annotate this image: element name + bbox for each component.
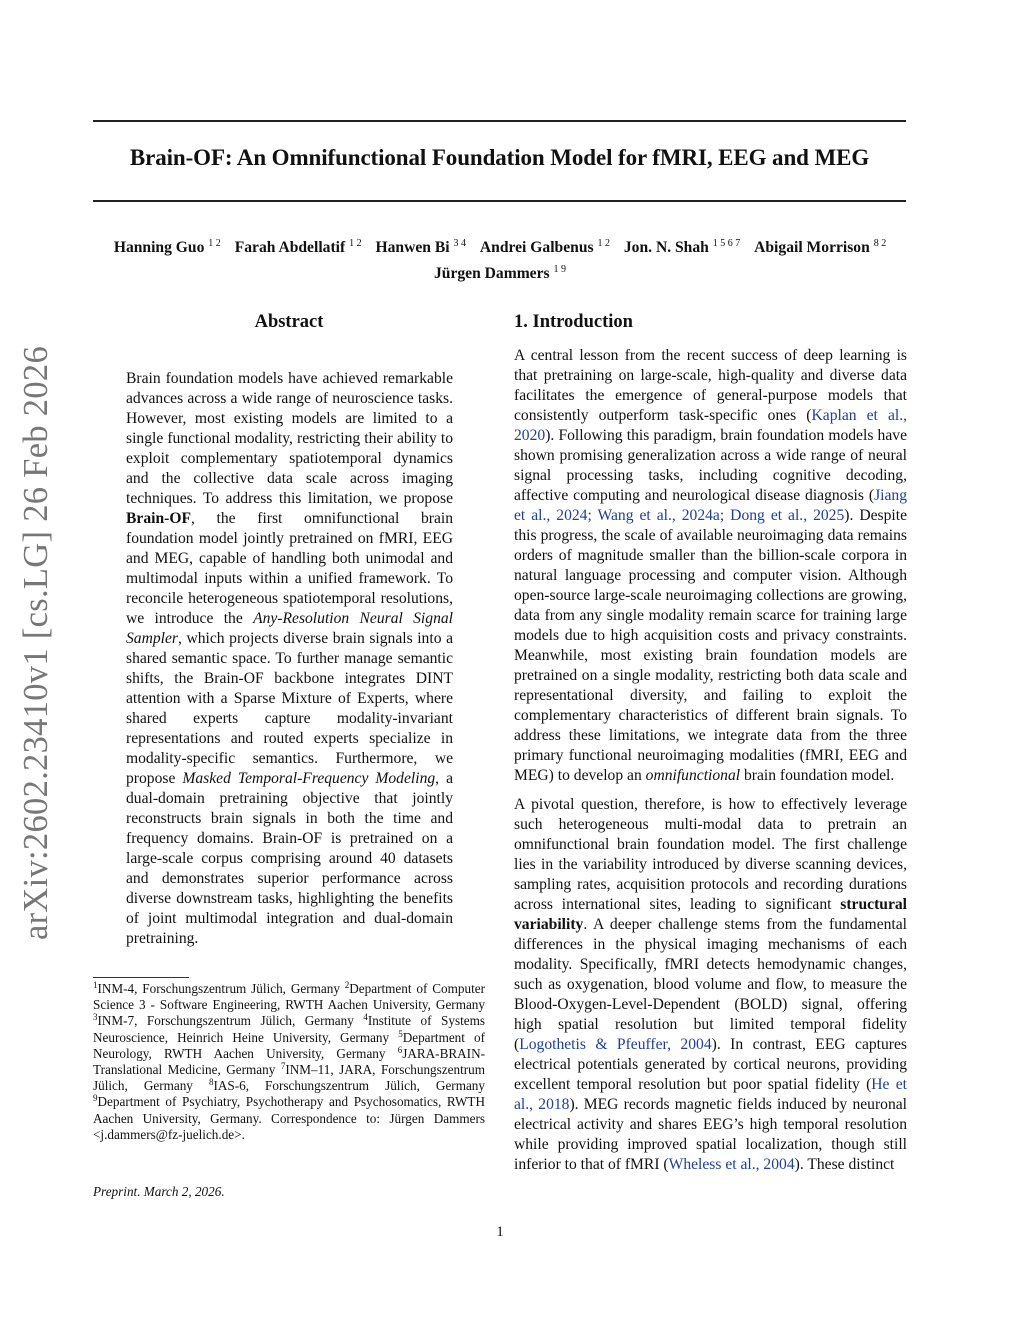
abstract-text: , the first omnifunctional brain foundation model jointly pretrained on fMRI, EEG and MEG, capable of handling both unimodal and multimodal inputs within a unified framework. To reconcile heterogeneous spatiotemporal resolutions, we introduce the bbox=[126, 510, 453, 627]
author bbox=[480, 239, 610, 256]
paragraph bbox=[514, 795, 907, 1175]
introduction-heading: 1. Introduction bbox=[514, 312, 633, 332]
footnote-mark: 3 bbox=[93, 1012, 98, 1023]
author bbox=[375, 239, 466, 256]
paragraph-text: A pivotal question, therefore, is how to effectively leverage such heterogeneous multi-modal data to pretrain an omnifunctional brain foundation model. The first challenge lies in the variability introduced by diverse scanning devices, sampling rates, acquisition protocols and recording durations across international sites, leading to significant bbox=[514, 796, 907, 913]
author-name: Jürgen Dammers bbox=[433, 265, 550, 282]
footnote-mark: 1 bbox=[93, 980, 98, 990]
preprint-note: Preprint. March 2, 2026. bbox=[93, 1184, 225, 1199]
citation-link[interactable]: Wheless et al., 2004 bbox=[668, 1156, 795, 1173]
author-affiliation: 1 2 bbox=[208, 238, 221, 249]
sampler-name-italic: Any-Resolution Neural Signal Sampler bbox=[126, 610, 453, 647]
author bbox=[754, 239, 886, 256]
footnote-mark: 8 bbox=[208, 1077, 214, 1088]
title-rule-top bbox=[93, 120, 906, 122]
footnote-text: INM-4, Forschungszentrum Jülich, Germany bbox=[97, 981, 345, 996]
author-name: Abigail Morrison bbox=[754, 239, 870, 256]
footnote-text: Department of Psychiatry, Psychotherapy and Psychosomatics, RWTH Aachen University, Germany. Correspondence to: Jürgen Dammers <j.dammers@fz-juelich.de>. bbox=[93, 1094, 485, 1142]
paragraph-text: A central lesson from the recent success of deep learning is that pretraining on large-scale, high-quality and diverse data facilitates the emergence of general-purpose models that consistently outperform task-specific ones ( bbox=[514, 347, 907, 424]
author bbox=[235, 239, 362, 256]
abstract-body bbox=[126, 369, 453, 949]
author bbox=[624, 239, 740, 256]
paragraph bbox=[514, 346, 907, 786]
footnote-mark: 6 bbox=[397, 1044, 403, 1055]
footnote-mark: 7 bbox=[280, 1061, 286, 1072]
paragraph-text: ). In contrast, EEG captures electrical potentials generated by cortical neurons, providing excellent temporal resolution but poor spatial fidelity ( bbox=[514, 1036, 907, 1093]
arxiv-identifier-stamp: arXiv:2602.23410v1 [cs.LG] 26 Feb 2026 bbox=[17, 346, 55, 940]
citation-link[interactable]: He et al., 2018 bbox=[514, 1076, 907, 1113]
citation-link[interactable]: Kaplan et al., 2020 bbox=[514, 407, 907, 444]
footnote-text: Department of Neurology, RWTH Aachen University, Germany bbox=[93, 1029, 485, 1061]
footnote-text: IAS-6, Forschungszentrum Jülich, Germany bbox=[213, 1078, 485, 1094]
emphasis-bold: structural variability bbox=[514, 896, 907, 933]
author-affiliation: 8 2 bbox=[873, 238, 887, 249]
author bbox=[434, 265, 566, 282]
page-number: 1 bbox=[496, 1224, 504, 1240]
author-name: Farah Abdellatif bbox=[234, 239, 346, 256]
citation-link[interactable]: Logothetis & Pfeuffer, 2004 bbox=[519, 1036, 712, 1053]
footnote-mark: 2 bbox=[344, 980, 350, 990]
model-name-bold: Brain-OF bbox=[126, 510, 191, 527]
author-list bbox=[80, 233, 920, 285]
author-affiliation: 1 2 bbox=[597, 238, 610, 249]
paragraph-text: brain foundation model. bbox=[740, 767, 895, 784]
affiliation-footnotes bbox=[93, 981, 485, 1143]
footnote-mark: 9 bbox=[93, 1093, 98, 1104]
citation-link[interactable]: Jiang et al., 2024; Wang et al., 2024a; Dong et al., 2025 bbox=[514, 487, 907, 524]
paragraph-text: ). MEG records magnetic fields induced by neuronal electrical activity and shares EEG’s high temporal resolution while providing improved spatial localization, though still inferior to that of fMRI ( bbox=[514, 1096, 907, 1173]
mtfm-name-italic: Masked Temporal-Frequency Modeling bbox=[182, 770, 436, 787]
footnote-mark: 5 bbox=[398, 1028, 403, 1039]
footnote-text: Department of Computer Science 3 - Software Engineering, RWTH Aachen University, Germany bbox=[93, 981, 485, 1013]
footnote-rule bbox=[93, 977, 189, 978]
introduction-body bbox=[514, 346, 907, 1184]
author-affiliation: 3 4 bbox=[453, 238, 466, 249]
paragraph-text: ). These distinct bbox=[794, 1156, 895, 1173]
author-affiliation: 1 9 bbox=[553, 264, 567, 275]
paragraph-text: . A deeper challenge stems from the fundamental differences in the physical imaging mechanisms of each modality. Specifically, fMRI detects hemodynamic changes, such as oxygenation, blood volume and flow, to measure the Blood-Oxygen-Level-Dependent (BOLD) signal, offering high spatial resolution but limited temporal fidelity ( bbox=[514, 916, 907, 1053]
emphasis-italic: omnifunctional bbox=[645, 767, 741, 784]
footnote-mark: 4 bbox=[363, 1012, 368, 1023]
author-name: Jon. N. Shah bbox=[623, 239, 709, 256]
author bbox=[114, 239, 221, 256]
abstract-heading: Abstract bbox=[254, 312, 324, 332]
author-name: Andrei Galbenus bbox=[479, 239, 594, 256]
abstract-text: , a dual-domain pretraining objective that jointly reconstructs brain signals in both the time and frequency domains. Brain-OF is pretrained on a large-scale corpus comprising around 40 datasets and demonstrates superior performance across diverse downstream tasks, highlighting the benefits of joint multimodal integration and dual-domain pretraining. bbox=[126, 770, 453, 947]
footnote-text: Institute of Systems Neuroscience, Heinrich Heine University, Germany bbox=[93, 1013, 485, 1045]
footnote-text: INM-7, Forschungszentrum Jülich, Germany bbox=[97, 1013, 364, 1029]
title-rule-bottom bbox=[93, 200, 906, 202]
footnote-text: INM–11, JARA, Forschungszentrum Jülich, Germany bbox=[93, 1062, 485, 1094]
paper-title: Brain-OF: An Omnifunctional Foundation Model for fMRI, EEG and MEG bbox=[129, 145, 870, 170]
author-affiliation: 1 5 6 7 bbox=[712, 238, 741, 249]
author-affiliation: 1 2 bbox=[349, 238, 362, 249]
abstract-text: Brain foundation models have achieved remarkable advances across a wide range of neuroscience tasks. However, most existing models are limited to a single functional modality, restricting their ability to exploit complementary spatiotemporal dynamics and the collective data scale across imaging techniques. To address this limitation, we propose bbox=[126, 370, 453, 507]
footnote-text: JARA-BRAIN-Translational Medicine, Germany bbox=[93, 1045, 485, 1078]
paragraph-text: ). Following this paradigm, brain foundation models have shown promising generalization across a wide range of neural signal processing tasks, including cognitive decoding, affective computing and neurological disease diagnosis ( bbox=[514, 427, 907, 504]
abstract-text: , which projects diverse brain signals into a shared semantic space. To further manage semantic shifts, the Brain-OF backbone integrates DINT attention with a Sparse Mixture of Experts, where shared experts capture modality-invariant representations and routed experts specialize in modality-specific semantics. Furthermore, we propose bbox=[126, 630, 453, 787]
author-name: Hanning Guo bbox=[113, 239, 205, 256]
paragraph-text: ). Despite this progress, the scale of available neuroimaging data remains orders of magnitude smaller than the billion-scale corpora in natural language processing and computer vision. Although open-source large-scale neuroimaging collections are growing, data from any single modality remain scarce for training large models due to high acquisition costs and privacy constraints. Meanwhile, most existing brain foundation models are pretrained on a single modality, restricting both data scale and representational diversity, and failing to exploit the complementary characteristics of different brain signals. To address these limitations, we integrate data from the three primary functional neuroimaging modalities (fMRI, EEG and MEG) to develop an bbox=[514, 507, 907, 784]
author-name: Hanwen Bi bbox=[375, 239, 450, 256]
